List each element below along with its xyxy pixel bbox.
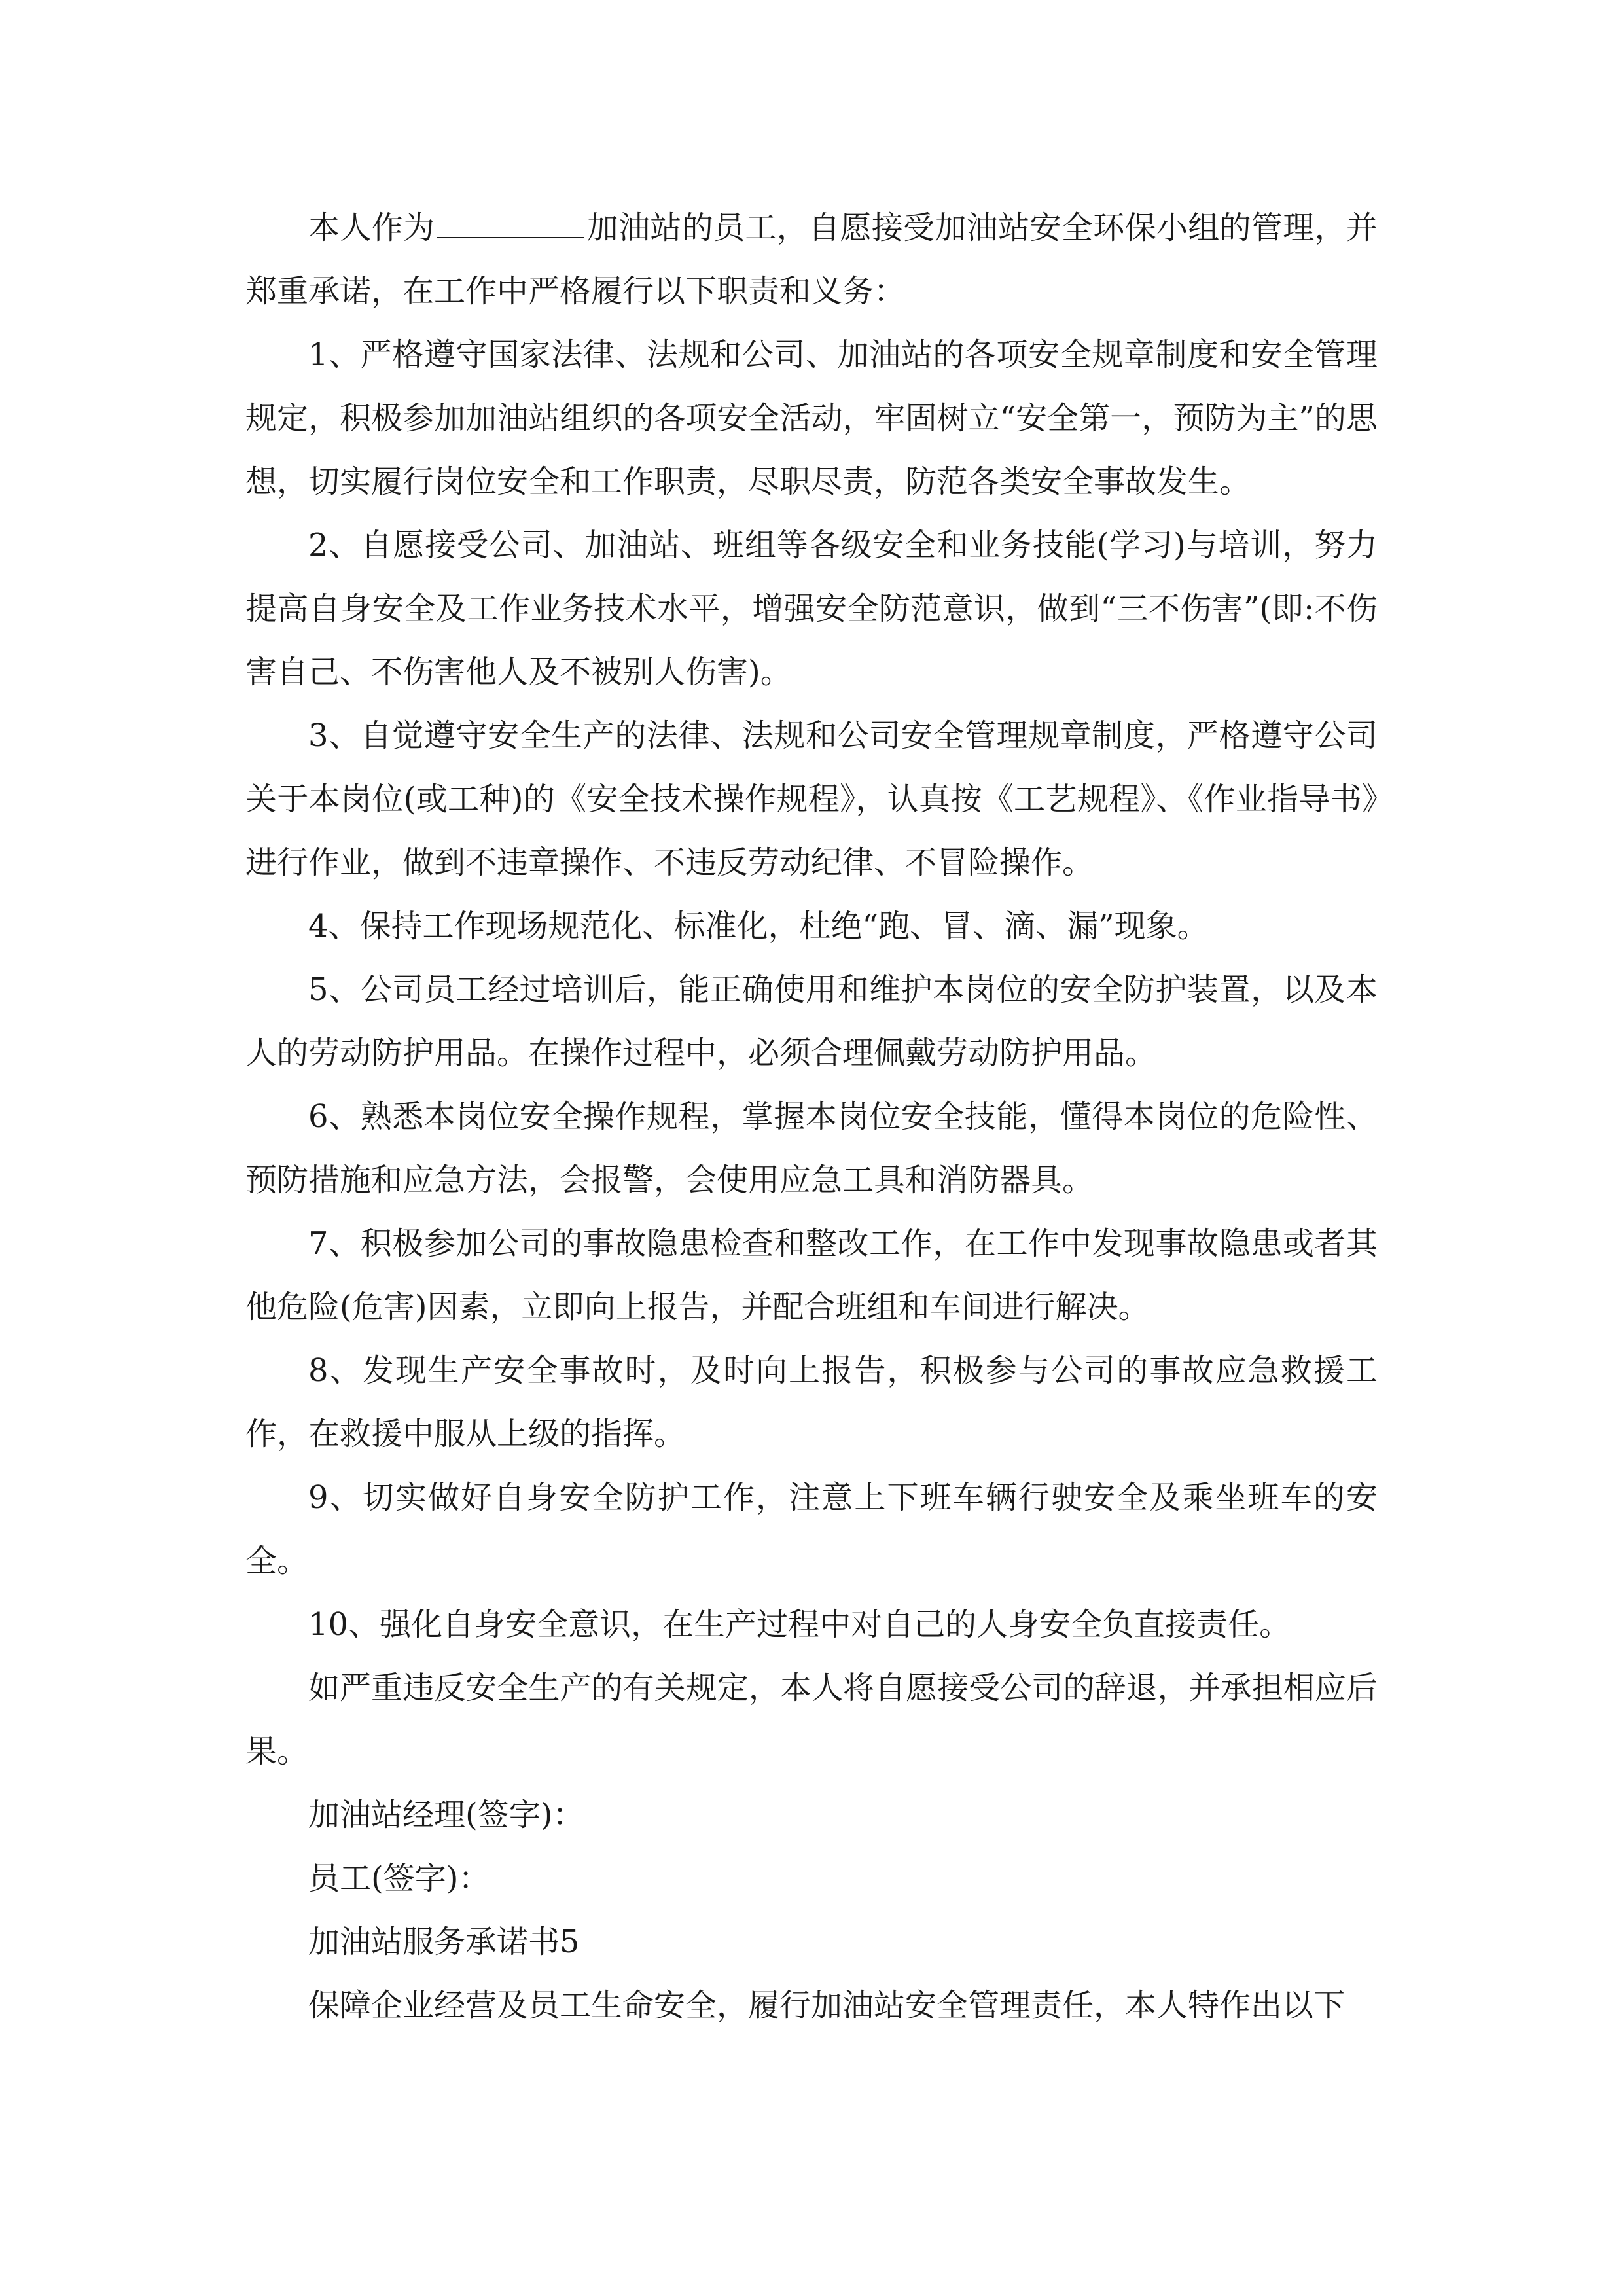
duty-item-2: 2、自愿接受公司、加油站、班组等各级安全和业务技能(学习)与培训，努力提高自身安全及工作业务技术水平，增强安全防范意识，做到“三不伤害”(即:不伤害自己、不伤害他人及不被别人伤害)。 <box>245 527 1378 691</box>
duty-item-4: 4、保持工作现场规范化、标准化，杜绝“跑、冒、滴、漏”现象。 <box>308 908 1209 944</box>
duty-item-10: 10、强化自身安全意识，在生产过程中对自己的人身安全负直接责任。 <box>308 1606 1291 1643</box>
duty-item-3: 3、自觉遵守安全生产的法律、法规和公司安全管理规章制度，严格遵守公司关于本岗位(或工种)的《安全技术操作规程》，认真按《工艺规程》、《作业指导书》进行作业，做到不违章操作、不违反劳动纪律、不冒险操作。 <box>245 717 1378 881</box>
duty-item-1: 1、严格遵守国家法律、法规和公司、加油站的各项安全规章制度和安全管理规定，积极参加加油站组织的各项安全活动，牢固树立“安全第一，预防为主”的思想，切实履行岗位安全和工作职责，尽职尽责，防范各类安全事故发生。 <box>245 336 1378 500</box>
intro-prefix: 本人作为 <box>308 209 435 246</box>
manager-signature-line: 加油站经理(签字)： <box>308 1797 584 1833</box>
duty-item-6: 6、熟悉本岗位安全操作规程，掌握本岗位安全技能，懂得本岗位的危险性、预防措施和应急方法，会报警，会使用应急工具和消防器具。 <box>245 1098 1378 1198</box>
intro-suffix: 加油站的员工，自愿接受加油站安全环保小组的管理，并郑重承诺，在工作中严格履行以下职责和义务： <box>245 209 1378 310</box>
next-section-title: 加油站服务承诺书5 <box>308 1924 580 1960</box>
document-body <box>245 196 1378 2037</box>
duty-item-9: 9、切实做好自身安全防护工作，注意上下班车辆行驶安全及乘坐班车的安全。 <box>245 1479 1378 1579</box>
station-name-blank <box>437 211 584 238</box>
duty-item-7: 7、积极参加公司的事故隐患检查和整改工作，在工作中发现事故隐患或者其他危险(危害)因素，立即向上报告，并配合班组和车间进行解决。 <box>245 1225 1378 1325</box>
next-section-intro: 保障企业经营及员工生命安全，履行加油站安全管理责任，本人特作出以下 <box>308 1987 1346 2024</box>
intro-paragraph <box>245 196 1378 323</box>
duty-item-5: 5、公司员工经过培训后，能正确使用和维护本岗位的安全防护装置，以及本人的劳动防护用品。在操作过程中，必须合理佩戴劳动防护用品。 <box>245 971 1378 1071</box>
employee-signature-line: 员工(签字)： <box>308 1860 490 1897</box>
duty-item-8: 8、发现生产安全事故时，及时向上报告，积极参与公司的事故应急救援工作，在救援中服从上级的指挥。 <box>245 1352 1378 1452</box>
closing-paragraph: 如严重违反安全生产的有关规定，本人将自愿接受公司的辞退，并承担相应后果。 <box>245 1670 1378 1770</box>
